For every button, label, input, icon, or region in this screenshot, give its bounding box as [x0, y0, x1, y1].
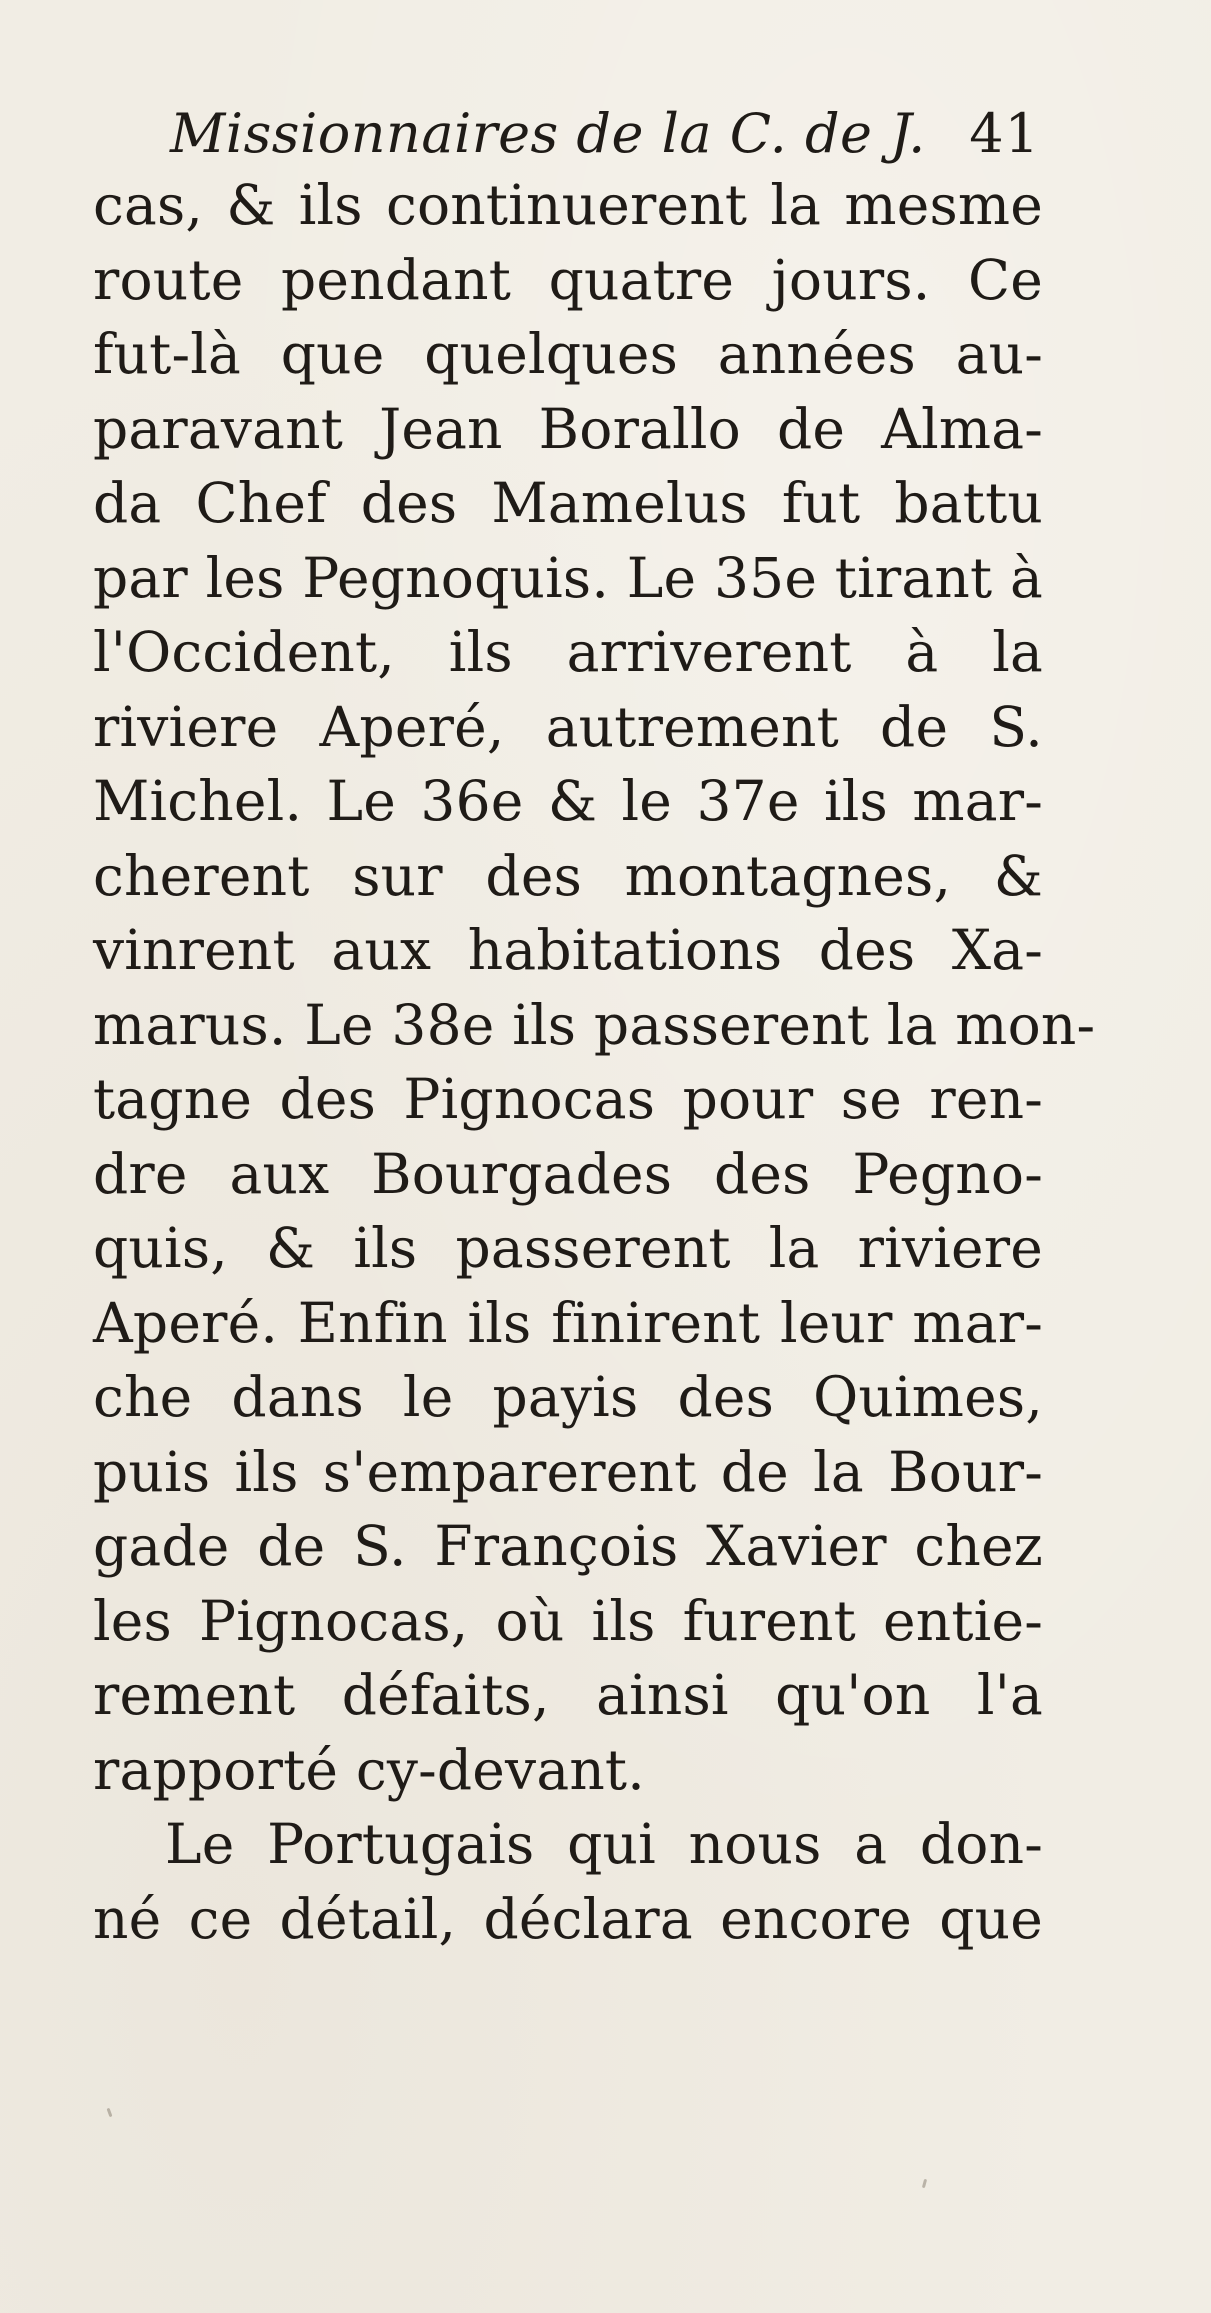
text-line: Michel. Le 36e & le 37e ils mar-: [93, 769, 1043, 833]
text-line: cherent sur des montagnes, &: [93, 843, 1043, 908]
text-line: dre aux Bourgades des Pegno-: [93, 1141, 1043, 1206]
text-line: né ce détail, déclara encore que: [93, 1886, 1043, 1951]
paper-speck: [922, 2179, 927, 2188]
text-line: les Pignocas, où ils furent entie-: [93, 1588, 1043, 1653]
running-title: Missionnaires de la C. de J.: [170, 102, 926, 165]
text-line: tagne des Pignocas pour se ren-: [93, 1067, 1043, 1131]
text-line: par les Pegnoquis. Le 35e tirant à: [93, 545, 1043, 610]
text-line: fut-là que quelques années au-: [93, 322, 1043, 386]
text-line: riviere Aperé, autrement de S.: [93, 694, 1043, 759]
running-head: [170, 102, 1040, 172]
text-line: rement défaits, ainsi qu'on l'a: [93, 1663, 1043, 1727]
text-line: l'Occident, ils arriverent à la: [93, 620, 1043, 684]
text-line: che dans le payis des Quimes,: [93, 1365, 1043, 1429]
text-line: route pendant quatre jours. Ce: [93, 247, 1043, 312]
text-line: vinrent aux habitations des Xa-: [93, 918, 1043, 982]
text-line: gade de S. François Xavier chez: [93, 1514, 1043, 1578]
page-number: 41: [969, 102, 1040, 165]
text-line: puis ils s'emparerent de la Bour-: [93, 1439, 1043, 1504]
text-line: da Chef des Mamelus fut battu: [93, 471, 1043, 535]
body-text: [93, 168, 1096, 1956]
text-line: Aperé. Enfin ils finirent leur mar-: [93, 1290, 1043, 1355]
text-line: marus. Le 38e ils passerent la mon-: [93, 992, 1096, 1057]
text-line: cas, & ils continuerent la mesme: [93, 173, 1043, 237]
text-line: quis, & ils passerent la riviere: [93, 1216, 1043, 1280]
text-line: paravant Jean Borallo de Alma-: [93, 396, 1043, 461]
text-line: rapporté cy-devant.: [93, 1737, 645, 1802]
paper-speck: [107, 2108, 113, 2117]
text-line: Le Portugais qui nous a don-: [165, 1812, 1043, 1876]
